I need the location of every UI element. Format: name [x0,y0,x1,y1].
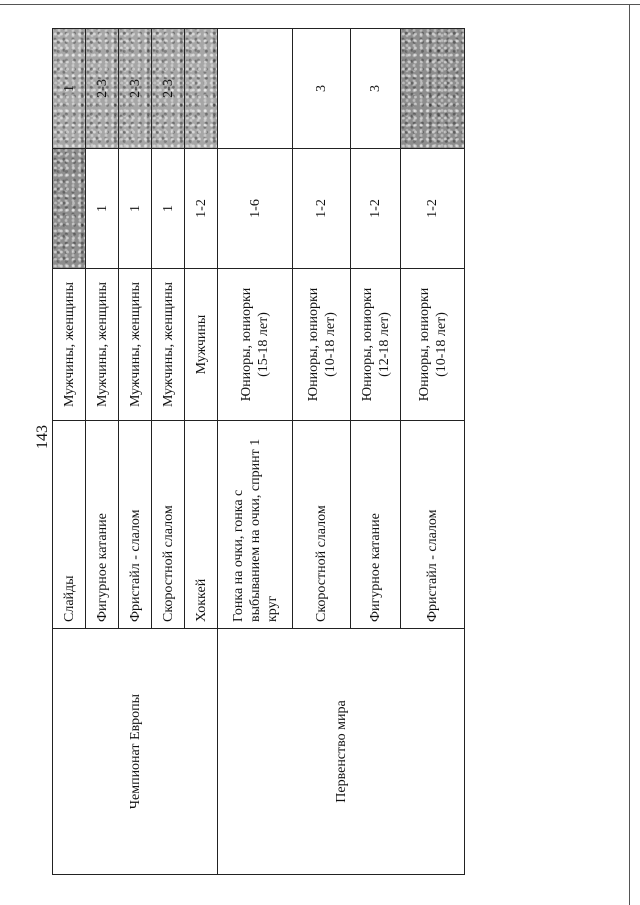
competition-cell: Чемпионат Европы [53,629,218,875]
quantity-cell: 1-6 [218,149,293,269]
discipline-cell: Скоростной слалом [293,421,351,629]
category-cell: Мужчины, женщины [152,269,185,421]
quantity-cell: 1 [119,149,152,269]
place-cell-shaded: 2-3 [119,29,152,149]
category-cell: Юниоры, юниорки (15-18 лет) [218,269,293,421]
category-cell: Юниоры, юниорки (10-18 лет) [401,269,465,421]
quantity-cell: 1 [86,149,119,269]
place-cell-shaded [185,29,218,149]
place-cell [218,29,293,149]
category-cell: Юниоры, юниорки (10-18 лет) [293,269,351,421]
place-cell-shaded: 2-3 [152,29,185,149]
discipline-cell: Слайды [53,421,86,629]
page-number: 143 [34,425,51,449]
discipline-cell: Гонка на очки, гонка с выбыванием на очки, спринт 1 круг [218,421,293,629]
discipline-cell: Фигурное катание [86,421,119,629]
place-cell-shaded: 1 [53,29,86,149]
category-cell: Юниоры, юниорки (12-18 лет) [351,269,401,421]
quantity-cell-shaded [53,149,86,269]
results-table [52,28,465,875]
discipline-cell: Фигурное катание [351,421,401,629]
category-cell: Мужчины, женщины [53,269,86,421]
page-edge-top [0,4,640,5]
quantity-cell: 1-2 [185,149,218,269]
table-row [53,29,86,875]
place-cell: 3 [351,29,401,149]
table-row [218,29,293,875]
quantity-cell: 1-2 [351,149,401,269]
place-cell-shaded [401,29,465,149]
discipline-cell: Хоккей [185,421,218,629]
category-cell: Мужчины, женщины [86,269,119,421]
competition-cell: Первенство мира [218,629,465,875]
discipline-cell: Скоростной слалом [152,421,185,629]
place-cell-shaded: 2-3 [86,29,119,149]
quantity-cell: 1 [152,149,185,269]
discipline-cell: Фристайл - слалом [119,421,152,629]
quantity-cell: 1-2 [293,149,351,269]
page-edge-right [629,4,630,905]
category-cell: Мужчины [185,269,218,421]
category-cell: Мужчины, женщины [119,269,152,421]
rotated-table-container [34,29,464,875]
place-cell: 3 [293,29,351,149]
quantity-cell: 1-2 [401,149,465,269]
discipline-cell: Фристайл - слалом [401,421,465,629]
